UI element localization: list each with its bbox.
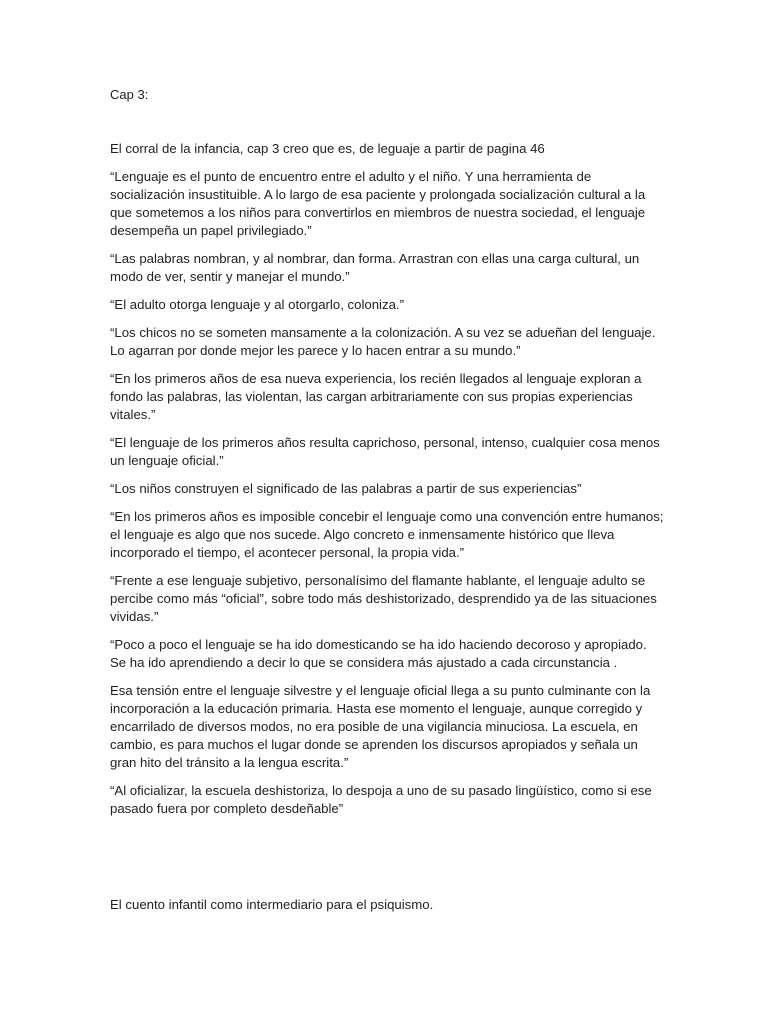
document-body — [110, 140, 665, 828]
section-title: El cuento infantil como intermediario para el psiquismo. — [110, 897, 434, 912]
quote-paragraph: “Poco a poco el lenguaje se ha ido domesticando se ha ido haciendo decoroso y apropiado. Se ha ido aprendiendo a decir lo que se considera más ajustado a cada circunstancia . — [110, 637, 647, 670]
quote-paragraph: “Frente a ese lenguaje subjetivo, personalísimo del flamante hablante, el lenguaje adulto se percibe como más “oficial”, sobre todo más deshistorizado, desprendido ya de las situaciones vividas.” — [110, 573, 657, 624]
chapter-heading: Cap 3: — [110, 87, 149, 102]
quote-paragraph: “El lenguaje de los primeros años resulta caprichoso, personal, intenso, cualquier cosa menos un lenguaje oficial.” — [110, 435, 660, 468]
quote-paragraph: Esa tensión entre el lenguaje silvestre y el lenguaje oficial llega a su punto culminante con la incorporación a la educación primaria. Hasta ese momento el lenguaje, aunque corregido y encarrilado de diversos modos, no era posible de una vigilancia minuciosa. La escuela, en cambio, es para muchos el lugar donde se aprenden los discursos apropiados y señala un gran hito del tránsito a la lengua escrita.” — [110, 683, 651, 770]
quote-paragraph: “Al oficializar, la escuela deshistoriza, lo despoja a uno de su pasado lingüístico, como si ese pasado fuera por completo desdeñable” — [110, 783, 652, 816]
quote-paragraph: “Los chicos no se someten mansamente a la colonización. A su vez se adueñan del lenguaje. Lo agarran por donde mejor les parece y lo hacen entrar a su mundo.” — [110, 325, 656, 358]
paragraph-intro: El corral de la infancia, cap 3 creo que es, de leguaje a partir de pagina 46 — [110, 141, 545, 156]
quote-paragraph: “Lenguaje es el punto de encuentro entre el adulto y el niño. Y una herramienta de socialización insustituible. A lo largo de esa paciente y prolongada socialización cultural a la que sometemos a los niños para convertirlos en miembros de nuestra sociedad, el lenguaje desempeña un papel privilegiado.” — [110, 169, 646, 238]
quote-paragraph: “En los primeros años de esa nueva experiencia, los recién llegados al lenguaje exploran a fondo las palabras, las violentan, las cargan arbitrariamente con sus propias experiencias vitales.” — [110, 371, 642, 422]
quote-paragraph: “El adulto otorga lenguaje y al otorgarlo, coloniza.” — [110, 297, 404, 312]
quote-paragraph: “En los primeros años es imposible concebir el lenguaje como una convención entre humanos; el lenguaje es algo que nos sucede. Algo concreto e inmensamente histórico que lleva incorporado el tiempo, el acontecer personal, la propia vida.” — [110, 509, 664, 560]
quote-paragraph: “Los niños construyen el significado de las palabras a partir de sus experiencias” — [110, 481, 582, 496]
quote-paragraph: “Las palabras nombran, y al nombrar, dan forma. Arrastran con ellas una carga cultural, un modo de ver, sentir y manejar el mundo.” — [110, 251, 640, 284]
